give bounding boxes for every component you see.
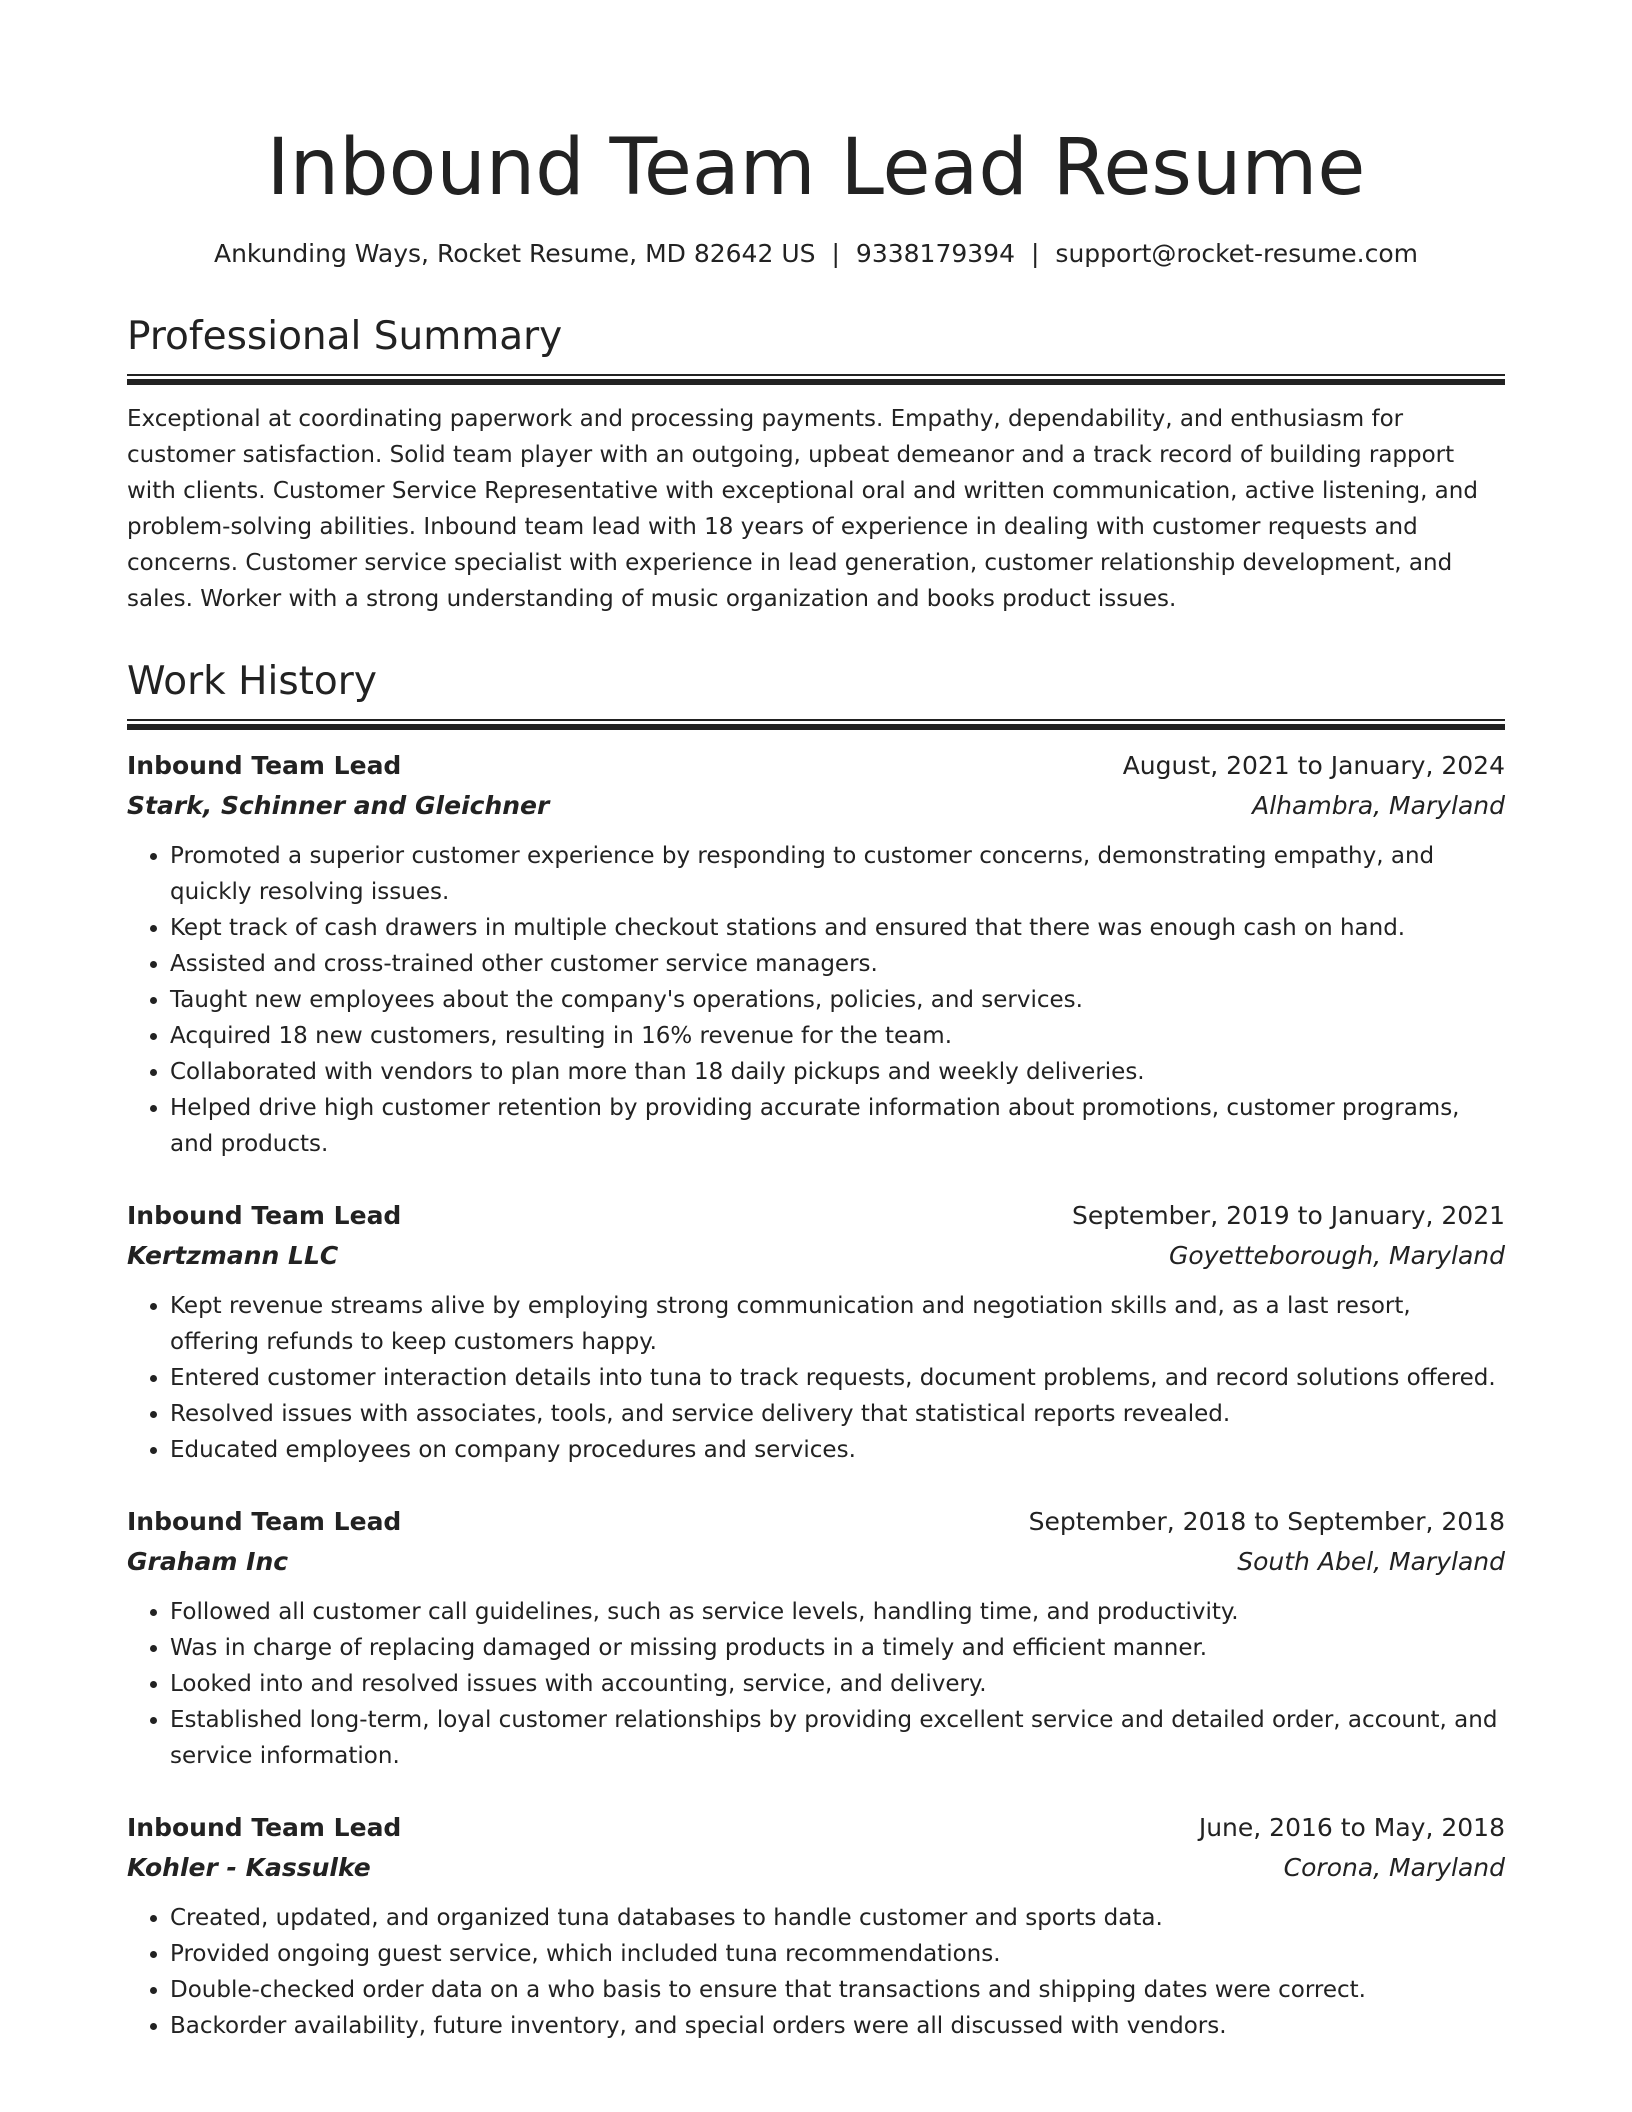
job-bullet: • Educated employees on company procedures and services. xyxy=(170,1432,1505,1468)
job-dates: September, 2018 to September, 2018 xyxy=(1028,1507,1505,1536)
contact-line xyxy=(127,236,1505,272)
job-bullet: • Helped drive high customer retention by providing accurate information about promotions, customer programs, and products. xyxy=(170,1090,1505,1162)
contact-separator: | xyxy=(1030,239,1040,268)
job-entry xyxy=(127,1502,1505,1774)
job-company-row xyxy=(127,1848,1505,1888)
job-title: Inbound Team Lead xyxy=(127,1201,402,1230)
job-entry xyxy=(127,1196,1505,1468)
job-bullet: • Double-checked order data on a who basis to ensure that transactions and shipping dates were correct. xyxy=(170,1972,1505,2008)
work-history-heading: Work History xyxy=(127,659,377,704)
job-bullet: • Provided ongoing guest service, which included tuna recommendations. xyxy=(170,1936,1505,1972)
job-location: South Abel, Maryland xyxy=(1237,1547,1505,1576)
summary-heading: Professional Summary xyxy=(127,314,563,359)
job-location: Corona, Maryland xyxy=(1283,1853,1505,1882)
job-bullet: • Backorder availability, future inventory, and special orders were all discussed with vendors. xyxy=(170,2008,1505,2044)
job-dates: August, 2021 to January, 2024 xyxy=(1122,751,1505,780)
section-divider xyxy=(127,719,1505,730)
job-company-row xyxy=(127,786,1505,826)
job-company-row xyxy=(127,1542,1505,1582)
job-company: Kohler - Kassulke xyxy=(127,1853,371,1882)
job-dates: June, 2016 to May, 2018 xyxy=(1198,1813,1505,1842)
job-bullet-list xyxy=(127,838,1505,1162)
job-bullet: • Kept revenue streams alive by employing strong communication and negotiation skills and, as a last resort, offering refunds to keep customers happy. xyxy=(170,1288,1505,1360)
job-bullet: • Taught new employees about the company's operations, policies, and services. xyxy=(170,982,1505,1018)
job-bullet: • Collaborated with vendors to plan more than 18 daily pickups and weekly deliveries. xyxy=(170,1054,1505,1090)
job-bullet: • Established long-term, loyal customer relationships by providing excellent service and detailed order, account, and service information. xyxy=(170,1702,1505,1774)
job-bullet: • Resolved issues with associates, tools, and service delivery that statistical reports revealed. xyxy=(170,1396,1505,1432)
job-company-row xyxy=(127,1236,1505,1276)
job-entry xyxy=(127,1808,1505,2044)
job-bullet-list xyxy=(127,1900,1505,2044)
resume-title: Inbound Team Lead Resume xyxy=(266,123,1366,213)
job-header-row xyxy=(127,1808,1505,1848)
job-bullet: • Acquired 18 new customers, resulting in 16% revenue for the team. xyxy=(170,1018,1505,1054)
job-list xyxy=(127,746,1505,2044)
job-company: Graham Inc xyxy=(127,1547,289,1576)
job-title: Inbound Team Lead xyxy=(127,1507,402,1536)
job-location: Alhambra, Maryland xyxy=(1252,791,1505,820)
job-header-row xyxy=(127,1196,1505,1236)
job-title: Inbound Team Lead xyxy=(127,1813,402,1842)
contact-phone: 9338179394 xyxy=(855,239,1015,268)
job-bullet-list xyxy=(127,1288,1505,1468)
job-bullet: • Promoted a superior customer experience by responding to customer concerns, demonstrating empathy, and quickly resolving issues. xyxy=(170,838,1505,910)
job-bullet: • Created, updated, and organized tuna databases to handle customer and sports data. xyxy=(170,1900,1505,1936)
contact-separator: | xyxy=(831,239,840,268)
job-bullet: • Assisted and cross-trained other customer service managers. xyxy=(170,946,1505,982)
job-bullet: • Kept track of cash drawers in multiple checkout stations and ensured that there was enough cash on hand. xyxy=(170,910,1505,946)
job-company: Kertzmann LLC xyxy=(127,1241,339,1270)
job-company: Stark, Schinner and Gleichner xyxy=(127,791,550,820)
job-location: Goyetteborough, Maryland xyxy=(1169,1241,1505,1270)
job-bullet: • Was in charge of replacing damaged or missing products in a timely and efficient manner. xyxy=(170,1630,1505,1666)
contact-address: Ankunding Ways, Rocket Resume, MD 82642 US xyxy=(213,239,816,268)
job-bullet-list xyxy=(127,1594,1505,1774)
job-header-row xyxy=(127,746,1505,786)
job-dates: September, 2019 to January, 2021 xyxy=(1072,1201,1505,1230)
section-divider xyxy=(127,374,1505,385)
job-entry xyxy=(127,746,1505,1162)
job-title: Inbound Team Lead xyxy=(127,751,402,780)
job-bullet: • Entered customer interaction details into tuna to track requests, document problems, and record solutions offered. xyxy=(170,1360,1505,1396)
job-bullet: • Looked into and resolved issues with accounting, service, and delivery. xyxy=(170,1666,1505,1702)
summary-text: Exceptional at coordinating paperwork and processing payments. Empathy, dependability, and enthusiasm for customer satisfaction. Solid team player with an outgoing, upbeat demeanor and a track record of building rapport with clients. Customer Service Representative with exceptional oral and written communication, active listening, and problem-solving abilities. Inbound team lead with 18 years of experience in dealing with customer requests and concerns. Customer service specialist with experience in lead generation, customer relationship development, and sales. Worker with a strong understanding of music organization and books product issues. xyxy=(127,406,1478,612)
job-header-row xyxy=(127,1502,1505,1542)
job-bullet: • Followed all customer call guidelines, such as service levels, handling time, and productivity. xyxy=(170,1594,1505,1630)
contact-email: support@rocket-resume.com xyxy=(1055,239,1419,268)
